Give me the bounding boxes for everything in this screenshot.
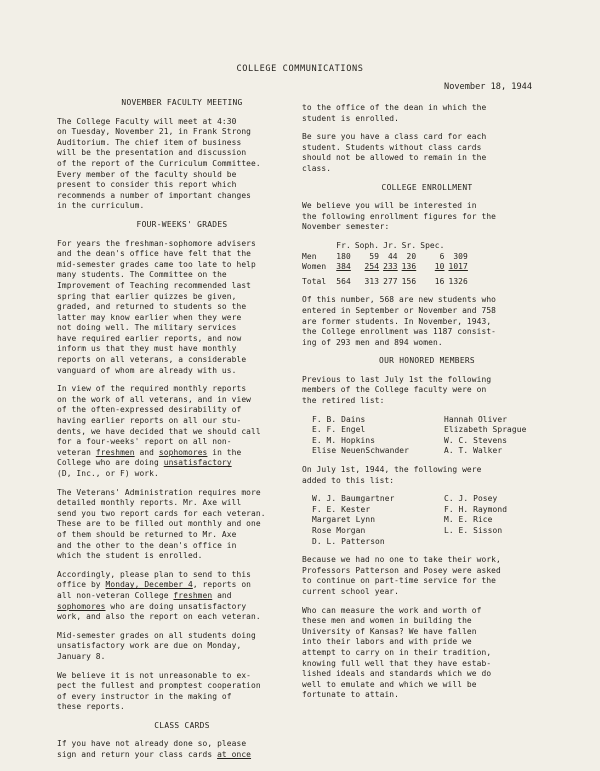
- list-item: F. H. Raymond: [444, 504, 508, 514]
- table-row: [302, 252, 472, 263]
- list-item: L. E. Sisson: [444, 526, 503, 535]
- cards-paragraph: [57, 739, 307, 760]
- table-cell: 44: [387, 251, 398, 261]
- underlined-text: freshmen: [95, 447, 135, 457]
- table-cell: 10: [434, 262, 445, 272]
- text-run: who are doing unsatisfactory work, and also the report on each veteran.: [57, 601, 261, 622]
- meeting-paragraph: The College Faculty will meet at 4:30 on Tuesday, November 21, in Frank Strong Auditorium. The chief item of business will be the presentation and discussion of the report of the Curriculum Committee. Every member of the faculty should be present to consider this report which recommends a number of important changes in the curriculum.: [57, 116, 261, 211]
- right-column: [302, 103, 552, 709]
- enrollment-intro: We believe you will be interested in the following enrollment figures for the November semester:: [302, 201, 497, 232]
- honored-intro: Previous to last July 1st the following members of the College faculty were on the retired list:: [302, 374, 492, 406]
- table-cell: Total: [302, 276, 327, 286]
- table-cell: 180: [336, 251, 351, 261]
- text-run: and: [217, 590, 232, 600]
- cards-continuation: to the office of the dean in which the student is enrolled.: [302, 103, 487, 123]
- honored-paragraph-2: Because we had no one to take their work, Professors Patterson and Posey were asked to continue on part-time service for the current school year.: [302, 555, 501, 596]
- table-cell: 59: [369, 251, 380, 261]
- added-intro: On July 1st, 1944, the following were added to this list:: [302, 465, 482, 485]
- text-run: and: [134, 447, 159, 457]
- underlined-text: Monday, December 4: [105, 580, 193, 590]
- table-cell: 277: [383, 276, 398, 286]
- added-names-list: [312, 494, 552, 547]
- table-cell: 313: [364, 276, 380, 286]
- honored-heading: OUR HONORED MEMBERS: [379, 356, 475, 366]
- text-run: If you have not already done so, please sign and return your class cards: [57, 739, 247, 760]
- list-item: D. L. Patterson: [312, 536, 385, 546]
- list-item: F. B. Dains: [312, 414, 366, 424]
- table-cell: 1326: [448, 276, 468, 286]
- underlined-text: at once: [217, 750, 252, 760]
- cards-paragraph-2: Be sure you have a class card for each student. Students without class cards should not be allowed to remain in the class.: [302, 132, 487, 173]
- table-cell: 233: [383, 262, 398, 272]
- list-item: Margaret Lynn: [312, 515, 376, 525]
- cards-heading: CLASS CARDS: [154, 720, 210, 730]
- retired-names-list: [312, 415, 552, 457]
- list-item: A. T. Walker: [444, 446, 503, 456]
- table-header: Fr.: [336, 240, 351, 250]
- list-item: F. E. Kester: [312, 504, 371, 514]
- underlined-text: unsatisfactory: [163, 458, 232, 468]
- list-item: W. J. Baumgartner: [312, 494, 395, 504]
- table-header: [448, 241, 471, 252]
- table-cell: Women: [302, 262, 327, 272]
- list-item: W. C. Stevens: [444, 435, 508, 445]
- text-run: in the College who are doing: [57, 447, 242, 468]
- text-run: (D, Inc., or F) work.: [57, 469, 159, 478]
- table-row: [302, 262, 472, 273]
- underlined-text: sophomores: [57, 601, 106, 611]
- table-header: Jr.: [383, 240, 398, 250]
- grades-paragraph-4: [57, 570, 307, 623]
- table-cell: 20: [406, 251, 417, 261]
- grades-paragraph-3: The Veterans' Administration requires more detailed monthly reports. Mr. Axe will send you two report cards for each veteran. These are to be filled out monthly and one of them should be returned to Mr. Axe and the other to the dean's office in which the student is enrolled.: [57, 487, 266, 561]
- table-cell: 136: [401, 262, 417, 272]
- masthead: COLLEGE COMMUNICATIONS: [236, 64, 364, 74]
- table-header: Sr.: [401, 240, 417, 250]
- list-item: E. F. Engel: [312, 425, 366, 435]
- table-cell: Men: [302, 251, 317, 261]
- table-cell: 16: [434, 276, 445, 286]
- left-column: [57, 98, 307, 769]
- enrollment-table: [302, 241, 472, 287]
- underlined-text: sophomores: [158, 447, 208, 457]
- issue-date: November 18, 1944: [444, 82, 532, 92]
- table-header-row: [302, 241, 472, 252]
- table-cell: 309: [453, 251, 468, 261]
- underlined-text: freshmen: [173, 590, 213, 600]
- list-item: M. E. Rice: [444, 515, 493, 525]
- table-header: Spec.: [420, 240, 445, 250]
- table-cell: 254: [364, 262, 380, 272]
- list-item: E. M. Hopkins: [312, 435, 376, 445]
- grades-paragraph-1: For years the freshman-sophomore advisers and the dean's office have felt that the mid-semester grades came too late to help many students. The Committee on the Improvement of Teaching recommended last spring that earlier quizzes be given, graded, and returned to students so the latter may know earlier when they were not doing well. The military services have required earlier reports, and now inform us that they must have monthly reports on all veterans, a considerable vanguard of whom are already with us.: [57, 238, 256, 375]
- grades-paragraph-6: We believe it is not unreasonable to ex- pect the fullest and promptest cooperation of every instructor in the making of these reports.: [57, 670, 261, 712]
- honored-paragraph-3: Who can measure the work and worth of these men and women in building the University of Kansas? We have fallen into their labors and with pride we attempt to carry on in their tradition, knowing full well that they have estab- lished ideals and standards which we do well to emulate and which we will be fortunate to attain.: [302, 605, 492, 700]
- list-item: Rose Morgan: [312, 526, 366, 535]
- list-item: Hannah Oliver: [444, 414, 508, 424]
- enrollment-text: Of this number, 568 are new students who entered in September or November and 758 are former students. In November, 1943, the College enrollment was 1187 consist- ing of 293 men and 894 women.: [302, 295, 497, 347]
- text-run: In view of the required monthly reports on the work of all veterans, and in view of the often-expressed desirability of having earlier reports on all our stu- dents, we have decided that we should call for a four-weeks' report on all non- veteran: [57, 384, 261, 457]
- table-cell: 1017: [448, 262, 468, 272]
- enrollment-heading: COLLEGE ENROLLMENT: [381, 182, 473, 192]
- grades-heading: FOUR-WEEKS' GRADES: [136, 219, 228, 229]
- list-item: Elise NeuenSchwander: [312, 446, 410, 456]
- meeting-heading: NOVEMBER FACULTY MEETING: [121, 98, 243, 107]
- table-cell: 384: [336, 262, 351, 272]
- grades-paragraph-5: Mid-semester grades on all students doing unsatisfactory work are due on Monday, January 8.: [57, 630, 256, 661]
- text-run: Accordingly, please plan to send to this office by: [57, 569, 252, 590]
- list-item: [444, 537, 564, 548]
- list-item: Elizabeth Sprague: [444, 425, 527, 435]
- table-cell: 564: [336, 276, 351, 286]
- table-header: Soph.: [354, 240, 380, 250]
- table-row: [302, 277, 472, 288]
- table-cell: 156: [401, 276, 417, 286]
- table-cell: 6: [439, 251, 445, 261]
- text-run: , reports on all non-veteran College: [57, 580, 252, 600]
- table-header: [302, 241, 336, 252]
- list-item: C. J. Posey: [444, 494, 498, 504]
- grades-paragraph-2: [57, 384, 307, 479]
